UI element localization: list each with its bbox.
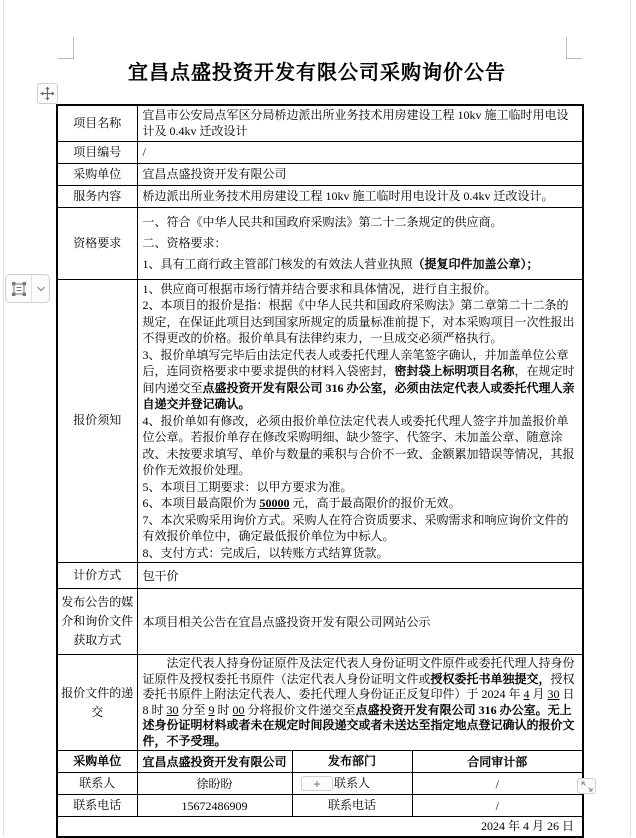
plus-icon: + <box>313 776 321 791</box>
paragraph: 6、本项目最高限价为 50000 元，高于最高限价的报价无效。 <box>142 496 461 510</box>
row-project-no <box>57 141 583 163</box>
paragraph: 2、本项目的报价是指：根据《中华人民共和国政府采购法》第二章第二十二条的规定，在保证此项目达到国家所规定的质量标准前提下，对本采购项目一次性报出不得更改的价格。报价单具有法律约束力，一旦成交必须严格执行。 <box>142 298 575 345</box>
row-label: 服务内容 <box>57 185 137 207</box>
row-value: 桥边派出所业务技术用房建设工程 10kv 施工临时用电设计及 0.4kv 迁改设计。 <box>137 185 583 207</box>
paragraph: 4、报价单如有修改，必须由报价单位法定代表人或委托代理人签字并加盖报价单位公章。若报价单存在修改采购明细、缺少签字、代签字、未加盖公章、随意涂改、未按要求填写、单价与数量的乘积与合价不一致、金额累加错误等情况，其报价作无效报价处理。 <box>142 413 575 477</box>
cell-value: 宜昌点盛投资开发有限公司 <box>137 751 292 773</box>
cell-label: 联系人 <box>57 773 137 795</box>
row-label: 项目编号 <box>57 141 137 163</box>
paragraph: 法定代表人持身份证原件及法定代表人身份证明文件原件或委托代理人持身份证原件及授权委托书原件（法定代表人身份证明文件或授权委托书单独提交，授权委托书原件上附法定代表人、委托代理人身份证正反复印件）于 2024 年 4 月 30 日 8 时 30 分至 9 时 00 分将报价文件递交至点盛投资开发有限公司 316 办公室。无上述身份证明材料或者未在规定时间段递交或者未送达至指定地点登记确认的报价文件，不予受理。 <box>142 656 575 748</box>
move-arrows-icon <box>40 86 55 101</box>
row-qualification <box>57 207 583 279</box>
row-contact-phone <box>57 795 583 817</box>
document-page <box>3 0 631 836</box>
row-contact-unit <box>57 751 583 773</box>
row-value <box>137 207 583 279</box>
row-purchaser <box>57 163 583 185</box>
cell-value: 15672486909 <box>137 795 292 817</box>
page-title: 宜昌点盛投资开发有限公司采购询价公告 <box>128 62 506 84</box>
paragraph: 二、资格要求： <box>142 235 227 250</box>
announcement-date: 2024 年 4 月 26 日 <box>57 817 583 837</box>
row-value: 宜昌点盛投资开发有限公司 <box>137 163 583 185</box>
row-notice <box>57 279 583 563</box>
row-media <box>57 589 583 655</box>
paragraph: 1、供应商可根据市场行情并结合要求和具体情况，进行自主报价。 <box>142 281 497 296</box>
select-table-icon <box>6 275 32 302</box>
paragraph: 3、报价单填写完毕后由法定代表人或委托代理人亲笔签字确认，并加盖单位公章后，连同资格要求中要求提供的材料入袋密封，密封袋上标明项目名称，在规定时间内递交至点盛投资开发有限公司 316 办公室，必须由法定代表人或委托代理人亲自递交并登记确认。 <box>142 347 575 411</box>
cell-value: 合同审计部 <box>412 751 583 773</box>
row-value: / <box>137 141 583 163</box>
row-pricing <box>57 563 583 589</box>
row-submission <box>57 655 583 751</box>
row-value: 包干价 <box>137 563 583 589</box>
paragraph: 7、本次采购采用询价方式。采购人在符合资质要求、采购需求和响应询价文件的有效报价单位中，确定最低报价单位为中标人。 <box>142 512 569 543</box>
row-label: 计价方式 <box>57 563 137 589</box>
row-project-name <box>57 105 583 141</box>
paragraph: 8、支付方式：完成后，以转账方式结算货款。 <box>142 545 389 560</box>
row-date <box>57 817 583 837</box>
table-add-button[interactable] <box>301 776 333 791</box>
cell-label: 联系电话 <box>57 795 137 817</box>
cell-label: 联系电话 <box>292 795 412 817</box>
table-select-button[interactable] <box>5 274 50 303</box>
row-value: 本项目相关公告在宜昌点盛投资开发有限公司网站公示 <box>137 589 583 655</box>
chevron-down-icon <box>32 275 49 302</box>
row-label: 报价须知 <box>57 279 137 563</box>
cell-value: 徐盼盼 <box>137 773 292 795</box>
table-resize-handle[interactable] <box>577 778 596 794</box>
row-label: 采购单位 <box>57 163 137 185</box>
row-label: 项目名称 <box>57 105 137 141</box>
cell-label: 采购单位 <box>57 751 137 773</box>
row-value <box>137 279 583 563</box>
row-value: 宜昌市公安局点军区分局桥边派出所业务技术用房建设工程 10kv 施工临时用电设计及 0.4kv 迁改设计 <box>137 105 583 141</box>
paragraph: 1、具有工商行政主管部门核发的有效法人营业执照（提复印件加盖公章）； <box>142 256 539 271</box>
row-service <box>57 185 583 207</box>
row-label: 发布公告的媒介和询价文件获取方式 <box>57 589 137 655</box>
row-label: 报价文件的递交 <box>57 655 137 751</box>
announcement-table <box>56 104 584 838</box>
cell-label: 发布部门 <box>292 751 412 773</box>
cell-label: 联系人 <box>292 773 412 795</box>
row-value <box>137 655 583 751</box>
row-label: 资格要求 <box>57 207 137 279</box>
resize-arrows-icon <box>581 781 593 792</box>
cell-value: / <box>412 773 583 795</box>
paragraph: 5、本项目工期要求：以甲方要求为准。 <box>142 479 353 494</box>
cell-value: / <box>412 795 583 817</box>
paragraph: 一、符合《中华人民共和国政府采购法》第二十二条规定的供应商。 <box>142 214 503 229</box>
table-move-handle[interactable] <box>37 83 58 104</box>
